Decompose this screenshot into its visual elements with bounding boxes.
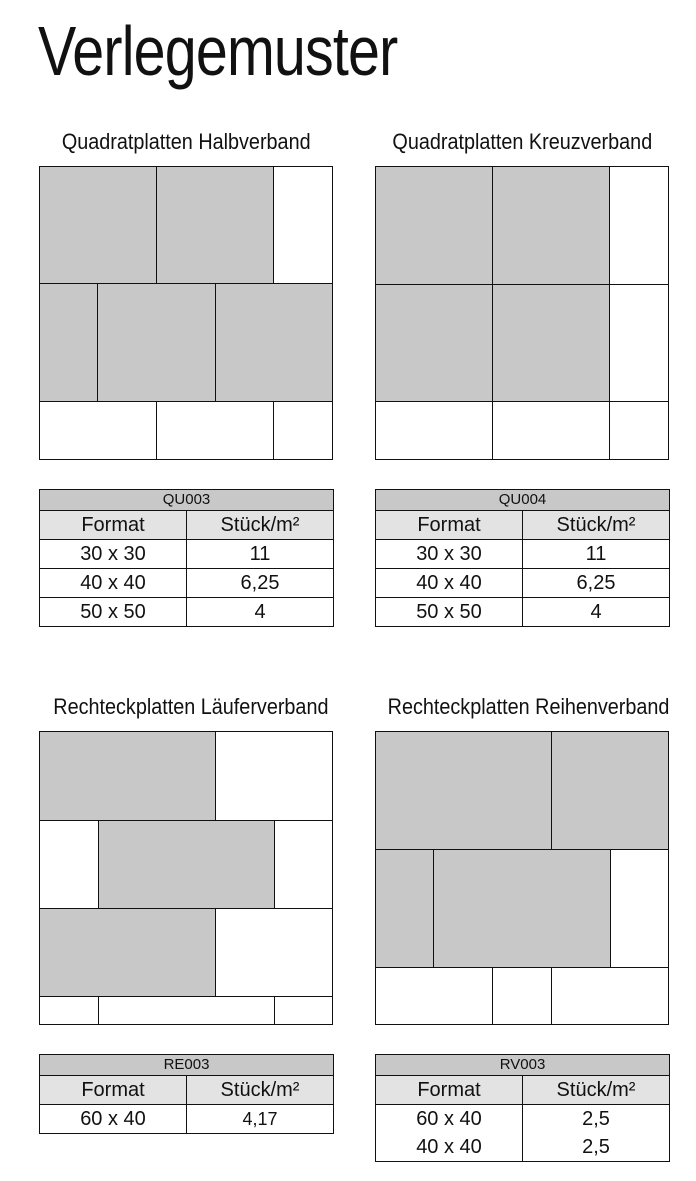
pattern-diagram-laeuferverband (39, 731, 333, 1025)
table-row: 60 x 40 2,5 (376, 1105, 670, 1134)
tile (433, 849, 611, 968)
table-code: RV003 (376, 1055, 670, 1076)
table-row: 60 x 40 4,17 (40, 1105, 334, 1134)
tile (609, 284, 669, 402)
tile (375, 967, 493, 1025)
tile (39, 820, 99, 909)
tile (215, 283, 333, 402)
table-row: 50 x 50 4 (376, 598, 670, 627)
tile (98, 996, 275, 1025)
tile (39, 908, 216, 997)
tile (375, 849, 434, 968)
table-code: QU003 (40, 490, 334, 511)
pattern-diagram-halbverband (39, 166, 333, 460)
tile (375, 166, 493, 285)
column-header-format: Format (40, 1076, 187, 1105)
column-header-format: Format (376, 1076, 523, 1105)
tile (273, 166, 333, 284)
tile (551, 731, 669, 850)
column-header-stueck: Stück/m² (523, 511, 670, 540)
page-title: Verlegemuster (38, 12, 398, 90)
column-header-stueck: Stück/m² (187, 1076, 334, 1105)
pattern-title-halbverband: Quadratplatten Halbverband (61, 129, 311, 154)
tile (375, 284, 493, 402)
tile (39, 283, 98, 402)
pattern-title-reihenverband: Rechteckplatten Reihenverband (387, 694, 670, 719)
tile (492, 401, 610, 460)
tile (375, 731, 552, 850)
spec-table-qu003 (39, 489, 334, 627)
tile (375, 401, 493, 460)
table-row: 40 x 40 6,25 (40, 569, 334, 598)
tile (215, 731, 333, 821)
tile (39, 731, 216, 821)
tile (39, 996, 99, 1025)
tile (551, 967, 669, 1025)
tile (609, 166, 669, 285)
tile (492, 166, 610, 285)
tile (274, 996, 333, 1025)
table-row: 40 x 40 6,25 (376, 569, 670, 598)
column-header-format: Format (376, 511, 523, 540)
tile (273, 401, 333, 460)
tile (98, 820, 275, 909)
column-header-stueck: Stück/m² (187, 511, 334, 540)
tile (156, 401, 274, 460)
tile (39, 401, 157, 460)
pattern-title-kreuzverband: Quadratplatten Kreuzverband (392, 129, 652, 154)
tile (215, 908, 333, 997)
table-row: 30 x 30 11 (40, 540, 334, 569)
spec-table-re003 (39, 1054, 334, 1134)
spec-table-rv003 (375, 1054, 670, 1162)
tile (274, 820, 333, 909)
tile (97, 283, 216, 402)
tile (492, 284, 610, 402)
table-row: 50 x 50 4 (40, 598, 334, 627)
pattern-diagram-reihenverband (375, 731, 669, 1025)
table-row: 30 x 30 11 (376, 540, 670, 569)
table-code: QU004 (376, 490, 670, 511)
table-row: 40 x 40 2,5 (376, 1133, 670, 1162)
tile (492, 967, 552, 1025)
pattern-title-laeuferverband: Rechteckplatten Läuferverband (53, 694, 329, 719)
tile (610, 849, 669, 968)
column-header-format: Format (40, 511, 187, 540)
tile (609, 401, 669, 460)
spec-table-qu004 (375, 489, 670, 627)
column-header-stueck: Stück/m² (523, 1076, 670, 1105)
tile (39, 166, 157, 284)
table-code: RE003 (40, 1055, 334, 1076)
tile (156, 166, 274, 284)
pattern-diagram-kreuzverband (375, 166, 669, 460)
